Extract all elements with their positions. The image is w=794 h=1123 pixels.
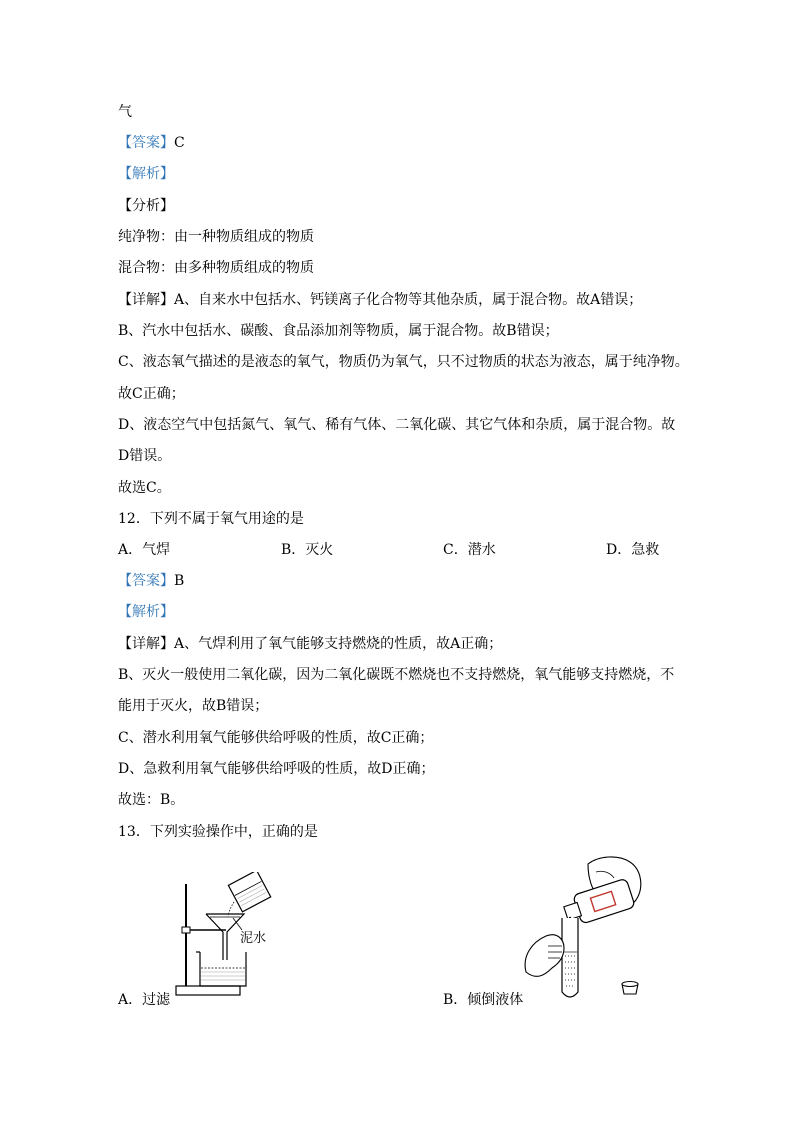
text-line: 故选C。	[118, 480, 171, 496]
text-line: 故C正确；	[118, 386, 185, 402]
filtration-apparatus-figure	[170, 872, 280, 1000]
q12-option-b: B．灭火	[281, 542, 334, 558]
fenxi-tag: 【分析】	[118, 198, 174, 214]
answer-value: B	[174, 573, 185, 589]
text-line: D错误。	[118, 448, 172, 464]
answer-line	[118, 133, 185, 153]
text-line: 故选：B。	[118, 792, 185, 808]
q12-option-c: C．潜水	[443, 542, 496, 558]
text-line: D、急救利用氧气能够供给呼吸的性质，故D正确；	[118, 761, 435, 777]
q13-option-a: A．过滤	[118, 992, 171, 1008]
text-line: B、汽水中包括水、碳酸、食品添加剂等物质，属于混合物。故B错误；	[118, 323, 559, 339]
q12-option-a: A．气焊	[118, 542, 171, 558]
text-line: 纯净物：由一种物质组成的物质	[118, 229, 314, 245]
analysis-tag: 【解析】	[118, 604, 174, 620]
text-line: 混合物：由多种物质组成的物质	[118, 260, 314, 276]
text-line: C、潜水利用氧气能够供给呼吸的性质，故C正确；	[118, 730, 434, 746]
pouring-liquid-figure	[518, 852, 658, 1007]
question-12-stem: 12．下列不属于氧气用途的是	[118, 511, 304, 527]
question-13-stem: 13．下列实验操作中，正确的是	[118, 824, 318, 840]
filter-label: 泥水	[240, 931, 267, 946]
answer-value: C	[174, 135, 185, 151]
text-line: D、液态空气中包括氮气、氧气、稀有气体、二氧化碳、其它气体和杂质，属于混合物。故	[118, 417, 676, 433]
analysis-tag: 【解析】	[118, 166, 174, 182]
text-line: C、液态氧气描述的是液态的氧气，物质仍为氧气，只不过物质的状态为液态，属于纯净物。	[118, 354, 689, 370]
q12-option-d: D．急救	[606, 542, 660, 558]
text-line: 能用于灭火，故B错误；	[118, 698, 269, 714]
answer-line	[118, 571, 184, 591]
answer-tag: 【答案】	[118, 135, 174, 151]
text-line: 【详解】A、气焊利用了氧气能够支持燃烧的性质，故A正确；	[118, 636, 503, 652]
answer-tag: 【答案】	[118, 573, 174, 589]
text-line: B、灭火一般使用二氧化碳，因为二氧化碳既不燃烧也不支持燃烧，氧气能够支持燃烧，不	[118, 667, 675, 683]
text-line: 气	[118, 104, 132, 120]
text-line: 【详解】A、自来水中包括水、钙镁离子化合物等其他杂质，属于混合物。故A错误；	[118, 292, 643, 308]
q13-option-b: B．倾倒液体	[443, 992, 524, 1008]
